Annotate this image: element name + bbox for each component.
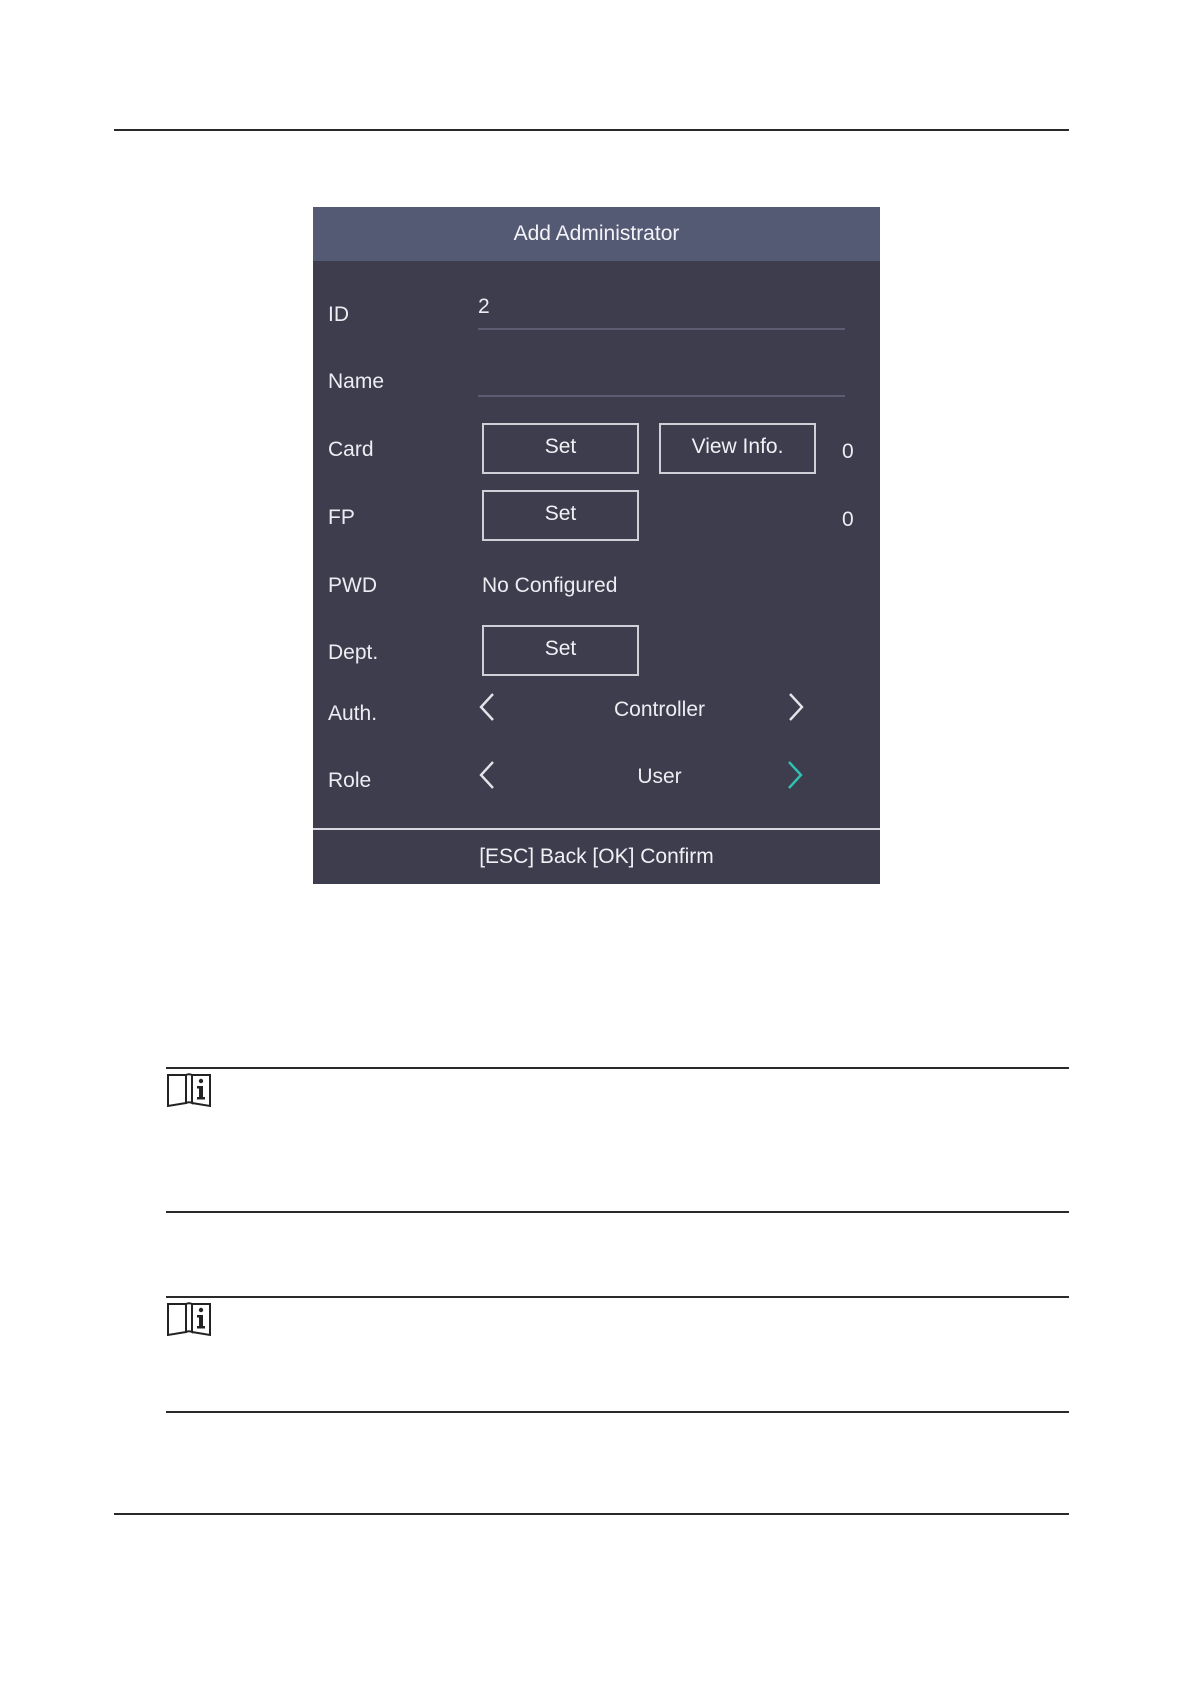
role-value: User [637, 765, 682, 788]
pwd-label: PWD [328, 574, 377, 597]
auth-value: Controller [613, 698, 706, 721]
add-administrator-screen [313, 207, 880, 884]
top-rule [114, 129, 1069, 131]
pwd-value[interactable]: No Configured [482, 574, 618, 597]
name-field-underline [478, 395, 845, 397]
id-field-underline [478, 328, 845, 330]
card-count: 0 [842, 440, 854, 463]
dept-set-button[interactable]: Set [482, 625, 639, 676]
role-label: Role [328, 769, 372, 792]
fp-count: 0 [842, 508, 854, 531]
id-label: ID [328, 303, 349, 326]
role-next-chevron-right-icon[interactable] [784, 758, 806, 792]
note2-bottom-rule [166, 1411, 1069, 1413]
fp-label: FP [328, 506, 355, 529]
note-bottom-rule [166, 1211, 1069, 1213]
screen-title: Add Administrator [313, 207, 880, 261]
name-label: Name [328, 370, 385, 393]
book-info-icon [166, 1071, 212, 1109]
card-view-info-button[interactable]: View Info. [659, 423, 816, 474]
id-field[interactable]: 2 [478, 295, 490, 318]
note2-top-rule [166, 1296, 1069, 1298]
auth-label: Auth. [328, 702, 378, 725]
note-top-rule [166, 1067, 1069, 1069]
card-set-button[interactable]: Set [482, 423, 639, 474]
name-field[interactable] [478, 362, 845, 392]
screen-footer-hint: [ESC] Back [OK] Confirm [479, 845, 714, 868]
bottom-rule [114, 1513, 1069, 1515]
book-info-icon [166, 1300, 212, 1338]
dept-label: Dept. [328, 641, 379, 664]
auth-next-chevron-right-icon[interactable] [785, 690, 807, 724]
fp-set-button[interactable]: Set [482, 490, 639, 541]
card-label: Card [328, 438, 374, 461]
